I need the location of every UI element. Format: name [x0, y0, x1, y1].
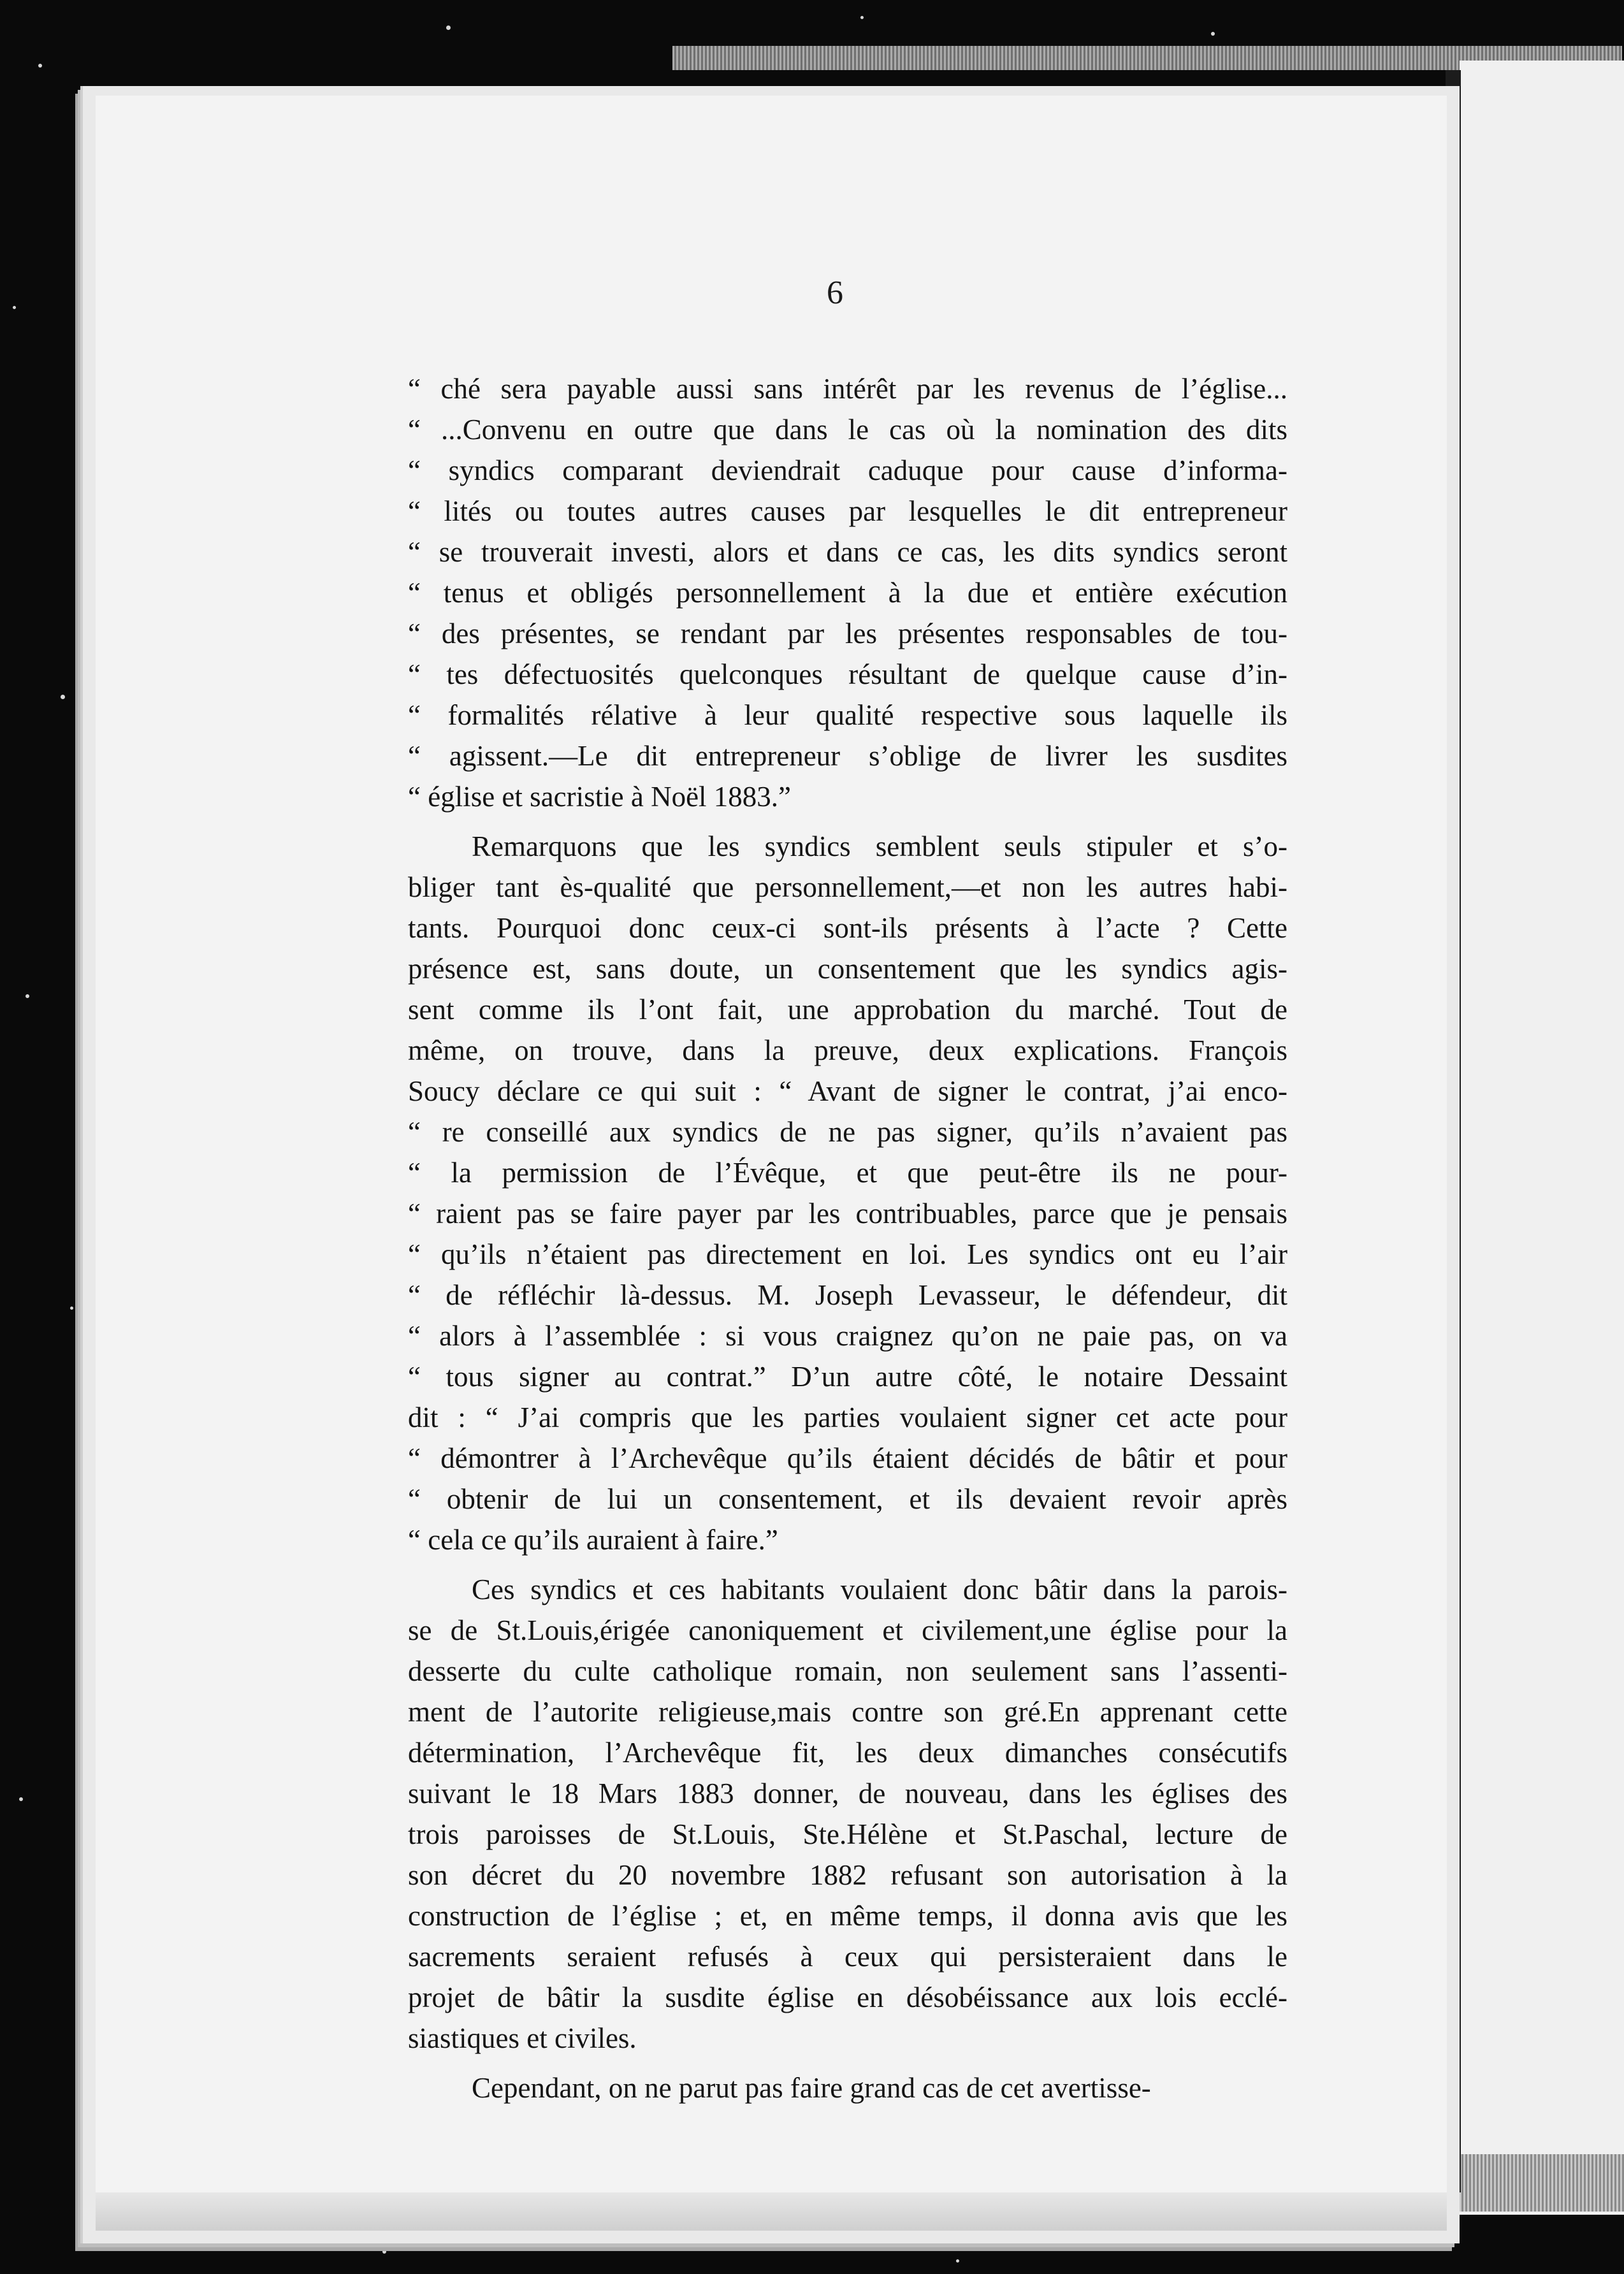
text-line: détermination, l’Archevêque fit, les deux dimanches consécutifs [408, 1737, 1287, 1769]
text-line: projet de bâtir la susdite église en désobéissance aux lois ecclé- [408, 1981, 1287, 2013]
text-line: ment de l’autorite religieuse,mais contre son gré.En apprenant cette [408, 1696, 1287, 1728]
text-line: dit : “ J’ai compris que les parties voulaient signer cet acte pour [408, 1401, 1287, 1433]
text-line: présence est, sans doute, un consentement que les syndics agis- [408, 953, 1287, 985]
scan-speck [38, 64, 42, 68]
text-line: “ re conseillé aux syndics de ne pas signer, qu’ils n’avaient pas [408, 1116, 1287, 1148]
text-line: “ tenus et obligés personnellement à la due et entière exécution [408, 577, 1287, 609]
text-line: “ tous signer au contrat.” D’un autre côté, le notaire Dessaint [408, 1361, 1287, 1393]
binding-cloth-right [1460, 2154, 1624, 2212]
text-line: “ cela ce qu’ils auraient à faire.” [408, 1524, 778, 1556]
text-line: “ démontrer à l’Archevêque qu’ils étaient décidés de bâtir et pour [408, 1442, 1287, 1474]
scan-speck [1211, 32, 1215, 36]
paragraph-remarquons [408, 826, 1287, 1560]
text-line: se de St.Louis,érigée canoniquement et civilement,une église pour la [408, 1614, 1287, 1646]
text-line: “ obtenir de lui un consentement, et ils devaient revoir après [408, 1483, 1287, 1515]
text-line: “ église et sacristie à Noël 1883.” [408, 781, 792, 813]
paragraph-cependant [408, 2068, 1287, 2108]
scan-speck [956, 2259, 959, 2263]
page-bottom-edge [96, 2192, 1447, 2231]
text-line: “ ché sera payable aussi sans intérêt par les revenus de l’église... [408, 373, 1287, 405]
scan-speck [860, 16, 864, 19]
text-line: “ qu’ils n’étaient pas directement en loi. Les syndics ont eu l’air [408, 1238, 1287, 1270]
text-line: bliger tant ès-qualité que personnellement,—et non les autres habi- [408, 871, 1287, 903]
text-line: Cependant, on ne parut pas faire grand cas de cet avertisse- [472, 2072, 1151, 2104]
adjacent-page-edge [1460, 61, 1624, 2215]
scan-speck [13, 306, 16, 309]
text-line: construction de l’église ; et, en même temps, il donna avis que les [408, 1900, 1287, 1932]
paragraph-quote [408, 368, 1287, 817]
text-line: tants. Pourquoi donc ceux-ci sont-ils présents à l’acte ? Cette [408, 912, 1287, 944]
text-line: sacrements seraient refusés à ceux qui persisteraient dans le [408, 1941, 1287, 1973]
scan-speck [70, 1307, 73, 1310]
text-line: “ raient pas se faire payer par les contribuables, parce que je pensais [408, 1198, 1287, 1229]
text-line: son décret du 20 novembre 1882 refusant son autorisation à la [408, 1859, 1287, 1891]
text-line: “ syndics comparant deviendrait caduque pour cause d’informa- [408, 454, 1287, 486]
scan-speck [382, 2250, 386, 2254]
text-line: “ de réfléchir là-dessus. M. Joseph Levasseur, le défendeur, dit [408, 1279, 1287, 1311]
text-line: “ alors à l’assemblée : si vous craignez qu’on ne paie pas, on va [408, 1320, 1287, 1352]
text-line: “ agissent.—Le dit entrepreneur s’oblige de livrer les susdites [408, 740, 1287, 772]
scan-speck [19, 1797, 23, 1801]
text-line: Ces syndics et ces habitants voulaient donc bâtir dans la parois- [472, 1574, 1287, 1605]
text-line: sent comme ils l’ont fait, une approbation du marché. Tout de [408, 994, 1287, 1025]
text-line: même, on trouve, dans la preuve, deux explications. François [408, 1034, 1287, 1066]
scan-speck [61, 695, 65, 699]
text-line: Soucy déclare ce qui suit : “ Avant de signer le contrat, j’ai enco- [408, 1075, 1287, 1107]
text-line: desserte du culte catholique romain, non seulement sans l’assenti- [408, 1655, 1287, 1687]
text-line: Remarquons que les syndics semblent seuls stipuler et s’o- [472, 830, 1287, 862]
paragraph-syndics [408, 1569, 1287, 2059]
text-line: “ formalités rélative à leur qualité respective sous laquelle ils [408, 699, 1287, 731]
text-line: “ la permission de l’Évêque, et que peut-être ils ne pour- [408, 1157, 1287, 1189]
body-text [408, 368, 1287, 2108]
text-line: “ lités ou toutes autres causes par lesquelles le dit entrepreneur [408, 495, 1287, 527]
text-line: trois paroisses de St.Louis, Ste.Hélène et St.Paschal, lecture de [408, 1818, 1287, 1850]
scan-speck [25, 994, 29, 998]
text-line: siastiques et civiles. [408, 2022, 637, 2054]
page-number: 6 [827, 275, 843, 311]
text-line: “ ...Convenu en outre que dans le cas où la nomination des dits [408, 414, 1287, 445]
text-line: “ se trouverait investi, alors et dans ce cas, les dits syndics seront [408, 536, 1287, 568]
scan-speck [446, 25, 451, 30]
text-line: “ tes défectuosités quelconques résultant de quelque cause d’in- [408, 658, 1287, 690]
text-line: suivant le 18 Mars 1883 donner, de nouveau, dans les églises des [408, 1778, 1287, 1809]
text-line: “ des présentes, se rendant par les présentes responsables de tou- [408, 618, 1287, 649]
